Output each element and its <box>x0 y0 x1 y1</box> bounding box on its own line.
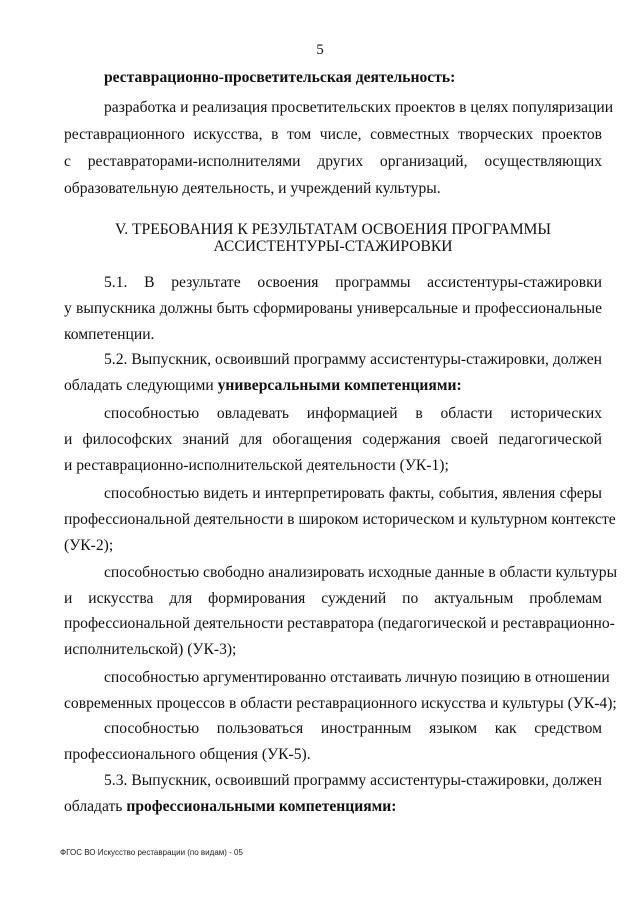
uk3-line: профессиональной деятельности реставратора (педагогической и реставрационно- <box>64 615 615 632</box>
page-footer: ФГОС ВО Искусство реставрации (по видам) - 05 <box>60 848 243 857</box>
uk2-line: (УК-2); <box>64 537 114 554</box>
clause-5-3-line: 5.3. Выпускник, освоивший программу ассистентуры-стажировки, должен <box>104 772 602 789</box>
section-title-line1: V. ТРЕБОВАНИЯ К РЕЗУЛЬТАТАМ ОСВОЕНИЯ ПРОГРАММЫ <box>114 221 552 238</box>
uk2-line: способностью видеть и интерпретировать факты, события, явления сферы <box>104 485 602 502</box>
clause-5-1-line: компетенции. <box>64 326 155 343</box>
uk2-line: профессиональной деятельности в широком историческом и культурном контексте <box>64 511 616 528</box>
clause-5-1-line: у выпускника должны быть сформированы универсальные и профессиональные <box>64 300 602 317</box>
body-line: образовательную деятельность, и учреждений культуры. <box>64 180 441 197</box>
clause-5-2-line <box>64 376 462 396</box>
clause-5-1-line: 5.1. В результате освоения программы ассистентуры-стажировки <box>104 274 602 291</box>
body-line: реставрационного искусства, в том числе, совместных творческих проектов <box>64 126 602 143</box>
uk3-line: исполнительской) (УК-3); <box>64 641 237 658</box>
uk1-line: способностью овладевать информацией в области исторических <box>104 405 602 422</box>
page-number: 5 <box>316 42 324 58</box>
uk5-line: способностью пользоваться иностранным языком как средством <box>104 720 602 737</box>
clause-5-2-text: обладать следующими <box>64 377 218 394</box>
body-line: с реставраторами-исполнителями других организаций, осуществляющих <box>64 153 602 170</box>
uk4-line: способностью аргументированно отстаивать личную позицию в отношении <box>104 669 610 686</box>
uk4-line: современных процессов в области реставрационного искусства и культуры (УК-4); <box>64 695 617 712</box>
uk3-line: и искусства для формирования суждений по актуальным проблемам <box>64 590 602 607</box>
uk3-line: способностью свободно анализировать исходные данные в области культуры <box>104 564 618 581</box>
uk1-line: и философских знаний для обогащения содержания своей педагогической <box>64 431 602 448</box>
uk1-line: и реставрационно-исполнительской деятельности (УК-1); <box>64 457 449 474</box>
section-title-line2: АССИСТЕНТУРЫ-СТАЖИРОВКИ <box>213 238 453 255</box>
clause-5-2-line: 5.2. Выпускник, освоивший программу ассистентуры-стажировки, должен <box>104 351 602 368</box>
universal-competencies-label: универсальными компетенциями: <box>217 377 462 394</box>
uk5-line: профессионального общения (УК-5). <box>64 746 311 763</box>
professional-competencies-label: профессиональными компетенциями: <box>126 798 397 815</box>
activity-heading: реставрационно-просветительская деятельность: <box>104 69 456 86</box>
clause-5-3-text: обладать <box>64 798 127 815</box>
clause-5-3-line <box>64 797 396 817</box>
body-line: разработка и реализация просветительских проектов в целях популяризации <box>104 99 614 116</box>
